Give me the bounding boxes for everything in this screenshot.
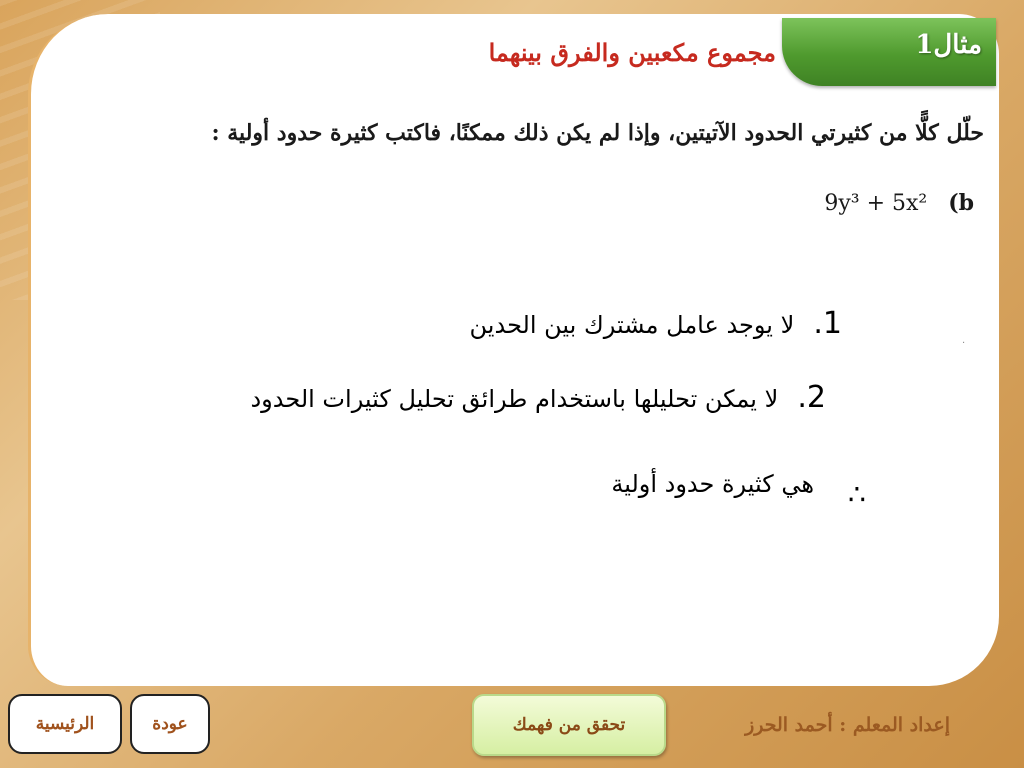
- check-understanding-label: تحقق من فهمك: [512, 715, 626, 735]
- example-tab: [782, 18, 996, 86]
- problem-expression: [824, 190, 974, 216]
- step-1-text: لا يوجد عامل مشترك بين الحدين: [469, 311, 795, 339]
- step-2-number: 2.: [797, 380, 826, 415]
- step-1-number: 1.: [813, 306, 842, 341]
- home-button-label: الرئيسية: [35, 714, 95, 734]
- decorative-dot: ·: [962, 338, 966, 349]
- therefore-icon: ∴: [848, 478, 866, 511]
- step-2-text: لا يمكن تحليلها باستخدام طرائق تحليل كثيرات الحدود: [250, 385, 779, 413]
- back-button[interactable]: [130, 694, 210, 754]
- check-understanding-button[interactable]: [472, 694, 666, 756]
- step-1: [470, 306, 842, 341]
- home-button[interactable]: [8, 694, 122, 754]
- part-label: (b: [948, 190, 974, 216]
- conclusion: [611, 470, 814, 498]
- section-title: مجموع مكعبين والفرق بينهما: [488, 38, 776, 67]
- conclusion-text: هي كثيرة حدود أولية: [611, 470, 814, 498]
- example-label: مثال1: [915, 30, 982, 60]
- expression-text: 9y³ + 5x²: [824, 191, 928, 216]
- problem-instruction: حلّل كلًّا من كثيرتي الحدود الآتيتين، وإذا لم يكن ذلك ممكنًا، فاكتب كثيرة حدود أولية :: [211, 120, 984, 146]
- step-2: [250, 380, 826, 415]
- teacher-credit: إعداد المعلم : أحمد الحرز: [745, 714, 950, 736]
- back-button-label: عودة: [152, 714, 188, 734]
- content-card: [28, 14, 999, 686]
